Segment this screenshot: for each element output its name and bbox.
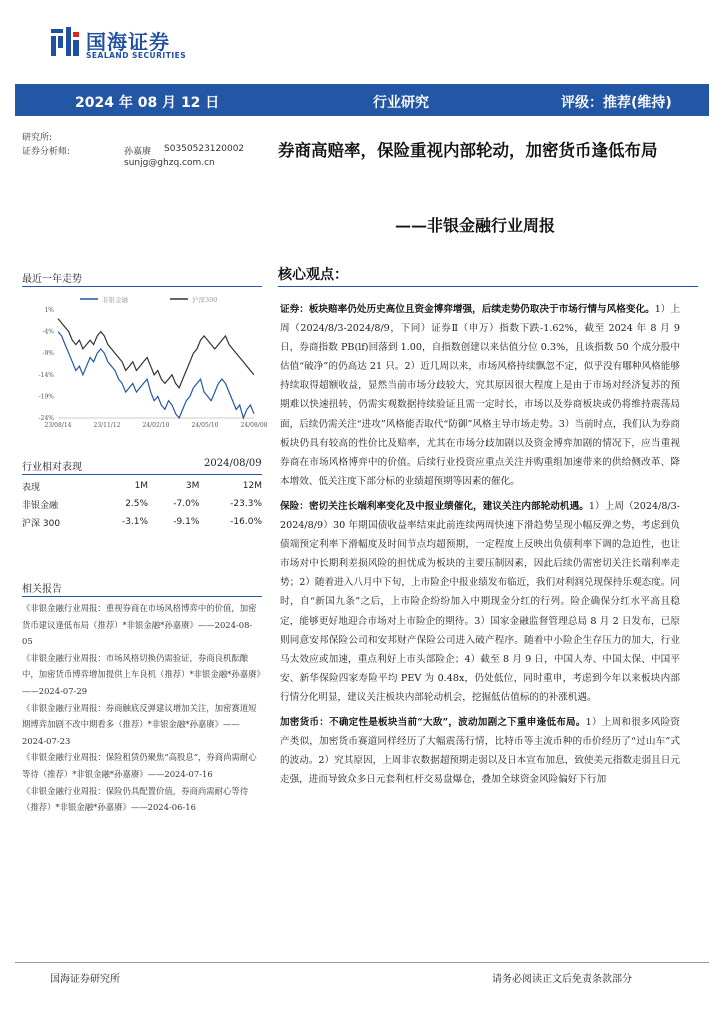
divider [22,286,262,287]
perf-header: 1M [134,481,149,491]
divider [22,474,262,475]
table-row [22,495,262,513]
paragraph-crypto [280,713,680,789]
paragraph-insurance [280,497,680,707]
paragraph-text: 1）上周（2024/8/3-2024/8/9）30 年期国债收益率结束此前连续两周快速下滑趋势呈现小幅反弹之势，考虑到负债端预定利率下滑幅度及时间节点均超预期，一定程度上反映出负债利率下调的急迫性，也让市场对中长期利差损风险的担忧成为板块的主要压制因素，因此后续仍需密切关注长端利率走势；2）随着进入八月中下旬，上市险企中报业绩发布临近，我们对利润兑现保持乐观态度。同时，自“新国九条”之后，上市险企纷纷加入中期现金分红的行列。险企确保分红水平高且稳定，能够更好地迎合市场对上市险企的期待。3）国家金融监督管理总局 8 月 2 日发布，已原则同意安邦保险公司和安邦财产保险公司进入破产程序。随着中小险企生存压力的加大，行业马太效应或加速，重点利好上市头部险企；4）截至 8 月 9 日，中国人寿、中国太保、中国平安、新华保险四家寿险平均 PEV 为 0.48x，仍处低位，同时重申，考虑到今年以来板块内部行情分化明显，建议关注板块内部轮动机会，挖掘低估值标的的补涨机遇。 [280,500,680,703]
y-tick-label: -19% [38,393,54,401]
x-tick-label: 23/08/14 [44,422,72,429]
list-item[interactable]: 《非银金融行业周报：市场风格切换仍需验证，券商良机酝酿中，加密货币博弈增加提供上车良机（推荐）*非银金融*孙嘉赓》——2024-07-29 [22,652,261,696]
paragraph-lead: 保险：密切关注长端利率变化及中报业绩催化，建议关注内部轮动机遇。 [280,500,589,512]
perf-cell: -7.0% [173,499,200,509]
legend-label-sector: 非银金融 [102,296,128,304]
divider [22,596,262,597]
perf-cell: -23.3% [230,499,262,509]
x-tick-label: 24/02/10 [142,422,170,429]
perf-cell: 非银金融 [22,500,59,511]
perf-cell: 沪深 300 [22,518,61,529]
paragraph-text: 1）上周和很多风险资产类似，加密货币赛道同样经历了大幅震荡行情，比特币等主流币种的币价经历了“过山车”式的波动。2）究其原因，上周非农数据超预期走弱以及日本宣布加息，致使美元指数走弱且日元走强，进而导致众多日元套利杠杆交易盘爆仓，叠加全球资金风险偏好下行加 [280,716,680,786]
report-rating: 评级：推荐(维持) [561,95,672,111]
analyst-name: 孙嘉赓 [124,147,152,157]
report-date: 2024 年 08 月 12 日 [75,95,220,111]
x-tick-label: 24/08/08 [240,422,268,429]
analyst-role: 证券分析师: [22,147,71,157]
perf-table [22,477,262,531]
paragraph-lead: 证券：板块赔率仍处历史高位且资金博弈增强，后续走势仍取决于市场行情与风格变化。 [280,304,655,315]
report-category: 行业研究 [373,95,429,111]
list-item[interactable]: 《非银金融行业周报：保险租赁仍聚焦“高股息”，券商尚需耐心等待（推荐）*非银金融*孙嘉赓》——2024-07-16 [22,752,257,779]
list-item[interactable]: 《非银金融行业周报：保险仍具配置价值，券商尚需耐心等待（推荐）*非银金融*孙嘉赓》——2024-06-16 [22,785,249,813]
list-item[interactable]: 《非银金融行业周报：重视券商在市场风格博弈中的价值，加密货币建议逢低布局（推荐）*非银金融*孙嘉赓》——2024-08-05 [22,603,257,647]
sealand-logo-mark-icon [50,26,80,58]
report-subtitle: ——非银金融行业周报 [395,216,556,235]
perf-cell: 2.5% [125,499,149,509]
perf-cell: -9.1% [173,517,200,527]
series-line [58,319,254,388]
core-heading: 核心观点： [278,267,348,283]
divider [278,286,698,287]
y-tick-label: -9% [42,350,54,358]
analyst-email[interactable]: sunjg@ghzq.com.cn [124,158,215,168]
series-line [58,332,254,418]
table-row [22,513,262,531]
paragraph-securities [280,300,680,491]
x-tick-label: 24/05/10 [191,422,219,429]
chart-title: 最近一年走势 [22,274,82,285]
trend-chart [22,290,268,430]
perf-header: 表现 [22,482,41,493]
y-tick-label: -4% [42,328,54,336]
footer-left: 国海证券研究所 [50,974,120,985]
perf-cell: -3.1% [121,517,149,527]
perf-title: 行业相对表现 [22,462,82,473]
analyst-license: S0350523120002 [164,144,245,154]
header-banner [15,84,709,116]
reports-title: 相关报告 [22,584,62,595]
sealand-logo [50,26,190,66]
list-item[interactable]: 《非银金融行业周报：券商触底反弹建议增加关注，加密赛道短期博弈加剧不改中期看多（推荐）*非银金融*孙嘉赓》——2024-07-23 [22,702,257,746]
report-title: 券商高赔率，保险重视内部轮动，加密货币逢低布局 [278,141,658,160]
related-reports [22,600,262,816]
paragraph-text: 1）上周（2024/8/3-2024/8/9，下同）证券Ⅱ（申万）指数下跌-1.62%，截至 2024 年 8 月 9 日，券商指数 PB(lf)回落到 1.00，自指数创建以来估值分位 0.3%，且该指数 50 个成分股中估值“破净”的仍高达 21 只。2）近几周以来，市场风格持续飘忽不定，似乎没有哪种风格能够持续取得超额收益，显然当前市场分歧较大，究其原因很大程度上是由于市场对经济复苏的预期难以快速扭转，仍需实观数据持续验证且需一定时长，市场以及券商板块或仍将维持震荡局面，后续仍需关注“进攻”风格能否取代“防御”风格主导市场走势。3）当前时点，我们认为券商板块仍具有较高的性价比及赔率，尤其在市场分歧加剧以及资金博弈加剧的情况下，应当重视券商在市场风格博弈中的价值。后续行业投资应重点关注并购重组加速带来的供给侧改革、降本增效、低关注度下部分标的业绩超预期等因素的催化。 [280,304,681,487]
core-body [280,300,680,795]
brand-name-cn: 国海证券 [86,30,170,54]
footer-right: 请务必阅读正文后免责条款部分 [492,974,632,985]
y-tick-label: 1% [44,307,54,314]
paragraph-lead: 加密货币：不确定性是板块当前“大敌”，波动加剧之下重申逢低布局。 [280,716,586,728]
perf-header: 12M [242,481,262,491]
perf-cell: -16.0% [230,517,262,527]
legend-label-index: 沪深300 [192,296,218,304]
perf-header: 3M [185,481,200,491]
research-label: 研究所: [22,133,53,143]
y-tick-label: -24% [38,415,54,422]
perf-date: 2024/08/09 [204,458,262,469]
table-row [22,477,262,495]
brand-name-en: SEALAND SECURITIES [86,51,187,60]
y-tick-label: -14% [38,371,54,379]
footer-divider [15,962,709,963]
x-tick-label: 23/11/12 [93,422,121,429]
